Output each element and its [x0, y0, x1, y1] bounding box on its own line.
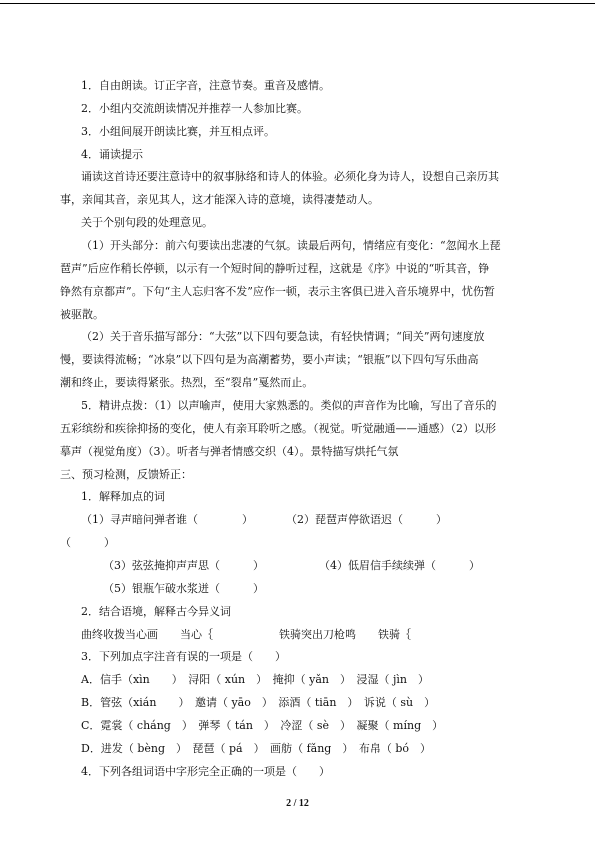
text-line: 被驱散。 — [60, 308, 104, 321]
option-d: D．进发（ bèng ） 琵琶（ pá ） 画舫（ fǎng ） 布帛（ bó ） — [81, 742, 432, 755]
section-heading: 三、预习检测，反馈矫正： — [60, 468, 192, 481]
text-line: 铮然有京都声”。下句“主人忘归客不发”应作一顿，表示主客俱已进入音乐境界中，忧伤暂 — [60, 285, 495, 298]
text-line: 诵读这首诗还要注意诗中的叙事脉络和诗人的体验。必须化身为诗人，设想自己亲历其 — [81, 170, 499, 183]
page-number: 2 / 12 — [286, 798, 309, 809]
text-line: 关于个别句段的处理意见。 — [81, 216, 213, 229]
question-item: 曲终收拨当心画 当心｛ 铁骑突出刀枪鸣 铁骑｛ — [81, 628, 411, 641]
question-item: （5）银瓶乍破水浆迸（ ） — [103, 582, 264, 595]
question-heading: 3．下列加点字注音有误的一项是（ ） — [81, 650, 286, 663]
text-line: 3．小组间展开朗读比赛，并互相点评。 — [81, 125, 275, 138]
option-b: B．管弦（xián ） 邀请（ yāo ） 添酒（ tiān ） 诉说（ sù ） — [81, 696, 436, 709]
question-heading: 4．下列各组词语中字形完全正确的一项是（ ） — [81, 765, 330, 778]
text-line: 慢，要读得流畅；“冰泉”以下四句是为高潮蓄势，要小声读；“银瓶”以下四句写乐曲高 — [60, 353, 479, 366]
text-line: 潮和终止，要读得紧张。热烈，至“裂帛”戛然而止。 — [60, 376, 314, 389]
question-item: （3）弦弦掩抑声声思（ ） （4）低眉信手续续弹（ ） — [103, 559, 480, 572]
text-line: 摹声（视觉角度）（3）。听者与弹者情感交织（4）。景特描写烘托气氛 — [60, 445, 399, 458]
text-line: 五彩缤纷和疾徐抑扬的变化，使人有亲耳聆听之感。（视觉。听觉融通——通感）（2）以形 — [60, 422, 496, 435]
top-rule — [0, 3, 595, 4]
text-line: 事，亲闻其音，亲见其人，这才能深入诗的意境，读得凄楚动人。 — [60, 193, 379, 206]
question-heading: 1．解释加点的词 — [81, 490, 165, 503]
option-c: C．霓裳（ cháng ） 弹琴（ tán ） 冷涩（ sè ） 凝聚（ míng ） — [81, 719, 444, 732]
text-line: 5．精讲点拨：（1）以声喻声，使用大家熟悉的。类似的声音作为比喻，写出了音乐的 — [81, 399, 497, 412]
option-a: A．信手（xìn ） 浔阳（ xún ） 掩抑（ yǎn ） 浸湿（ jìn ） — [81, 673, 429, 686]
question-heading: 2．结合语境，解释古今异义词 — [81, 605, 231, 618]
text-line: 2．小组内交流朗读情况并推荐一人参加比赛。 — [81, 102, 308, 115]
text-line: 1．自由朗读。订正字音，注意节奏。重音及感情。 — [81, 79, 330, 92]
text-line: （2）关于音乐描写部分：“大弦”以下四句要急读，有轻快情调；“间关”两句速度放 — [81, 330, 485, 343]
text-line: 琶声”后应作稍长停顿，以示有一个短时间的静听过程，这就是《序》中说的“听其音，铮 — [60, 262, 490, 275]
section-heading: 4．诵读提示 — [81, 148, 143, 161]
question-item: （1）寻声暗问弹者谁（ ） （2）琵琶声停欲语迟（ ） — [81, 513, 447, 526]
text-line: （1）开头部分：前六句要读出悲凄的气氛。读最后两句，情绪应有变化：“忽闻水上琵 — [81, 239, 501, 252]
answer-blank: （ ） — [60, 536, 115, 549]
